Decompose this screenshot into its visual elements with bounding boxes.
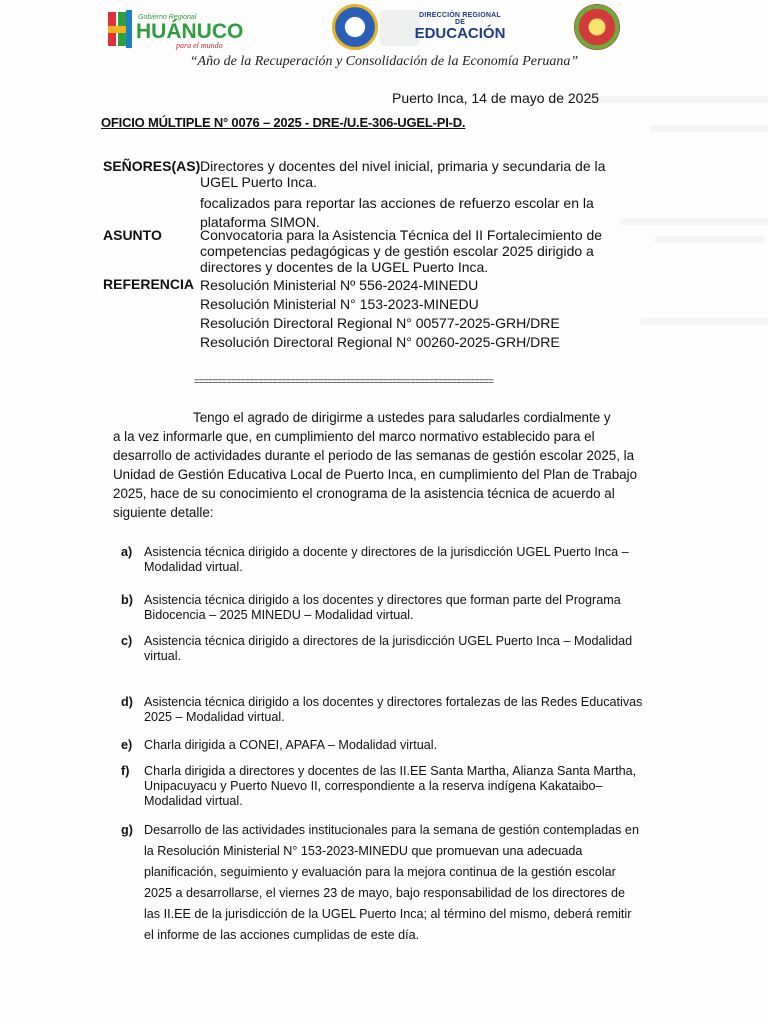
dre-logo-line1: DIRECCIÓN REGIONAL DE <box>419 12 501 26</box>
list-item-line: planificación, seguimiento y evaluación para la mejora continua de la gestión escolar <box>144 865 616 879</box>
list-item-line: 2025 – Modalidad virtual. <box>144 710 285 724</box>
bleed-through-line <box>620 218 768 225</box>
referencia-line: Resolución Ministerial N° 153-2023-MINEDU <box>200 296 479 312</box>
referencia-label: REFERENCIA <box>103 276 195 292</box>
asunto-line: directores y docentes de la UGEL Puerto Inca. <box>200 259 489 275</box>
list-item-line: Asistencia técnica dirigido a directores de la jurisdicción UGEL Puerto Inca – Modalidad <box>144 634 633 648</box>
senores-line: focalizados para reportar las acciones de refuerzo escolar en la <box>200 195 594 211</box>
list-item-letter: f) <box>121 764 130 778</box>
list-item-line: Asistencia técnica dirigido a los docentes y directores que forman parte del Programa <box>144 593 621 607</box>
list-item-letter: a) <box>121 545 133 559</box>
letter-date: Puerto Inca, 14 de mayo de 2025 <box>392 90 600 106</box>
year-motto: “Año de la Recuperación y Consolidación de la Economía Peruana” <box>189 54 579 69</box>
dre-logo <box>414 12 506 46</box>
body-line: siguiente detalle: <box>113 505 214 520</box>
asunto-value <box>200 227 630 275</box>
list-item-letter: e) <box>121 738 133 752</box>
list-item-line: Modalidad virtual. <box>144 560 243 574</box>
senores-line: UGEL Puerto Inca. <box>200 174 317 190</box>
senores-value <box>200 158 630 232</box>
bleed-through-line <box>590 96 768 103</box>
senores-line: Directores y docentes del nivel inicial, primaria y secundaria de la <box>200 158 606 174</box>
asunto-line: Convocatoria para la Asistencia Técnica del II Fortalecimiento de <box>200 227 603 243</box>
list-item-letter: b) <box>121 593 133 607</box>
oficio-number: OFICIO MÚLTIPLE N° 0076 – 2025 - DRE-/U.E-306-UGEL-PI-D. <box>101 115 466 130</box>
bleed-through-line <box>650 125 768 132</box>
separator-line: ================================================================= <box>194 377 494 387</box>
list-item-text <box>144 764 659 809</box>
list-item-line: Charla dirigida a CONEI, APAFA – Modalidad virtual. <box>144 738 438 752</box>
list-item-line: Desarrollo de las actividades institucionales para la semana de gestión contempladas en <box>144 823 639 837</box>
list-item-text <box>144 820 659 946</box>
asunto-label: ASUNTO <box>103 227 162 243</box>
list-item-line: Bidocencia – 2025 MINEDU – Modalidad virtual. <box>144 608 414 622</box>
list-item-letter: g) <box>121 823 133 837</box>
list-item-text <box>144 593 659 623</box>
referencia-value <box>200 276 630 352</box>
gobierno-regional-huanuco-logo <box>106 6 266 50</box>
asunto-line: competencias pedagógicas y de gestión escolar 2025 dirigido a <box>200 243 594 259</box>
senores-label: SEÑORES(AS) <box>103 158 201 174</box>
list-item-text <box>144 545 659 575</box>
referencia-line: Resolución Ministerial Nº 556-2024-MINEDU <box>200 277 479 293</box>
list-item-text <box>144 634 659 664</box>
body-line: Unidad de Gestión Educativa Local de Puerto Inca, en cumplimiento del Plan de Trabajo <box>113 467 638 482</box>
bleed-through-line <box>655 236 765 243</box>
body-line: Tengo el agrado de dirigirme a ustedes para saludarles cordialmente y <box>193 410 611 425</box>
regional-seal-icon <box>332 4 378 50</box>
list-item-text <box>144 695 659 725</box>
logo-name-text: HUÁNUCO <box>136 20 244 43</box>
referencia-line: Resolución Directoral Regional N° 00260-2025-GRH/DRE <box>200 334 560 350</box>
senores-line: plataforma SIMON. <box>200 214 320 230</box>
list-item-line: 2025 a desarrollarse, el viernes 23 de mayo, bajo responsabilidad de los directores de <box>144 886 625 900</box>
list-item-line: las II.EE de la jurisdicción de la UGEL Puerto Inca; al término del mismo, deberá remitir <box>144 907 632 921</box>
body-paragraph <box>113 408 649 522</box>
ugel-seal-icon <box>574 4 620 50</box>
list-item-line: Asistencia técnica dirigido a los docentes y directores fortalezas de las Redes Educativas <box>144 695 643 709</box>
body-line: 2025, hace de su conocimiento el cronograma de la asistencia técnica de acuerdo al <box>113 486 615 501</box>
list-item-line: Modalidad virtual. <box>144 794 243 808</box>
body-line: desarrollo de actividades durante el periodo de las semanas de gestión escolar 2025, la <box>113 448 635 463</box>
list-item-line: el informe de las acciones cumplidas de este día. <box>144 928 420 942</box>
list-item-line: Asistencia técnica dirigido a docente y directores de la jurisdicción UGEL Puerto Inca – <box>144 545 629 559</box>
list-item-letter: d) <box>121 695 133 709</box>
logo-small-text: Gobierno Regional <box>138 14 197 21</box>
logo-tagline-text: para el mundo <box>176 41 223 50</box>
dre-logo-line2: EDUCACIÓN <box>414 25 506 42</box>
body-line: a la vez informarle que, en cumplimiento del marco normativo establecido para el <box>113 429 595 444</box>
referencia-line: Resolución Directoral Regional N° 00577-2025-GRH/DRE <box>200 315 560 331</box>
bleed-through-line <box>640 318 768 325</box>
list-item-line: virtual. <box>144 649 182 663</box>
list-item-line: la Resolución Ministerial N° 153-2023-MINEDU que promuevan una adecuada <box>144 844 583 858</box>
list-item-line: Charla dirigida a directores y docentes de las II.EE Santa Martha, Alianza Santa Martha, <box>144 764 637 778</box>
list-item-text <box>144 738 659 753</box>
list-item-letter: c) <box>121 634 133 648</box>
list-item-line: Unipacuyacu y Puerto Nuevo II, correspondiente a la reserva indígena Kakataibo– <box>144 779 603 793</box>
letterhead <box>100 4 680 52</box>
